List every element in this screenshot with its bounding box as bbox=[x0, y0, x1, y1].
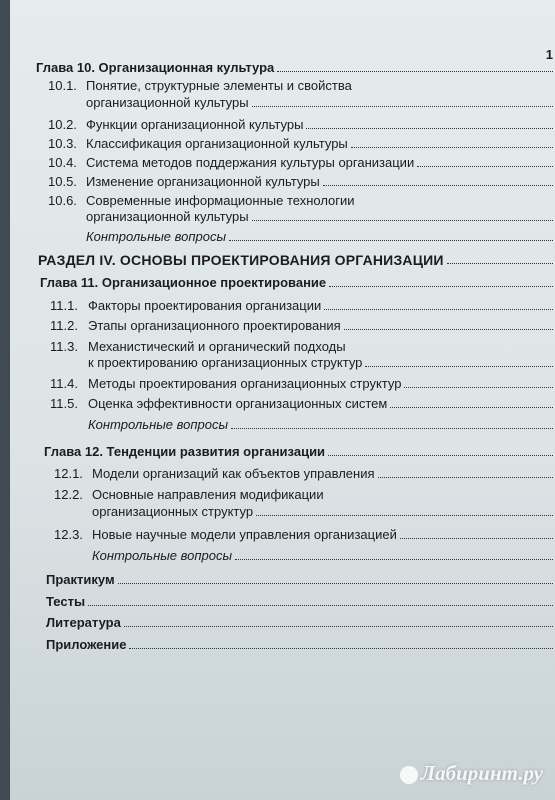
toc-item-10-1-line1: 10.1. Понятие, структурные элементы и свойства bbox=[48, 78, 352, 93]
toc-item-10-3: 10.3. Классификация организационной культуры bbox=[48, 136, 555, 152]
toc-item-11-3-line1: 11.3. Механистический и органический подходы bbox=[50, 339, 346, 354]
toc-item-11-4: 11.4. Методы проектирования организационных структур bbox=[50, 376, 555, 392]
toc-practicum: Практикум bbox=[46, 572, 555, 588]
chapter-10-heading: Глава 10. Организационная культура bbox=[36, 60, 555, 76]
section-4-heading: РАЗДЕЛ IV. ОСНОВЫ ПРОЕКТИРОВАНИЯ ОРГАНИЗАЦИИ bbox=[38, 252, 555, 268]
toc-appendix: Приложение bbox=[46, 637, 555, 653]
toc-item-12-2-line2: организационных структур bbox=[92, 504, 555, 520]
labirint-watermark: Лабиринт.ру bbox=[400, 761, 543, 786]
toc-tests: Тесты bbox=[46, 594, 555, 610]
toc-item-12-1: 12.1. Модели организаций как объектов управления bbox=[54, 466, 555, 482]
toc-item-11-5: 11.5. Оценка эффективности организационных систем bbox=[50, 396, 555, 412]
toc-literature: Литература bbox=[46, 615, 555, 631]
toc-item-10-6-line2: организационной культуры bbox=[86, 209, 555, 225]
chapter-11-heading: Глава 11. Организационное проектирование bbox=[40, 275, 555, 291]
toc-item-10-2: 10.2. Функции организационной культуры bbox=[48, 117, 555, 133]
toc-item-12-3: 12.3. Новые научные модели управления организацией bbox=[54, 527, 555, 543]
chapter-12-questions: Контрольные вопросы bbox=[92, 548, 555, 564]
toc-page bbox=[10, 0, 555, 800]
toc-item-11-3-line2: к проектированию организационных структур bbox=[88, 355, 555, 371]
chapter-11-questions: Контрольные вопросы bbox=[88, 417, 555, 433]
dot-leader bbox=[277, 71, 553, 72]
labirint-logo-icon bbox=[400, 766, 418, 784]
chapter-10-questions: Контрольные вопросы bbox=[86, 229, 555, 245]
toc-item-10-1-line2: организационной культуры bbox=[86, 95, 555, 111]
toc-item-12-2-line1: 12.2. Основные направления модификации bbox=[54, 487, 324, 502]
page-number: 1 bbox=[545, 47, 553, 62]
toc-item-10-6-line1: 10.6. Современные информационные технологии bbox=[48, 193, 355, 208]
toc-item-11-2: 11.2. Этапы организационного проектирования bbox=[50, 318, 555, 334]
toc-item-10-4: 10.4. Система методов поддержания культуры организации bbox=[48, 155, 555, 171]
toc-item-11-1: 11.1. Факторы проектирования организации bbox=[50, 298, 555, 314]
chapter-12-heading: Глава 12. Тенденции развития организации bbox=[44, 444, 555, 460]
toc-item-10-5: 10.5. Изменение организационной культуры bbox=[48, 174, 555, 190]
